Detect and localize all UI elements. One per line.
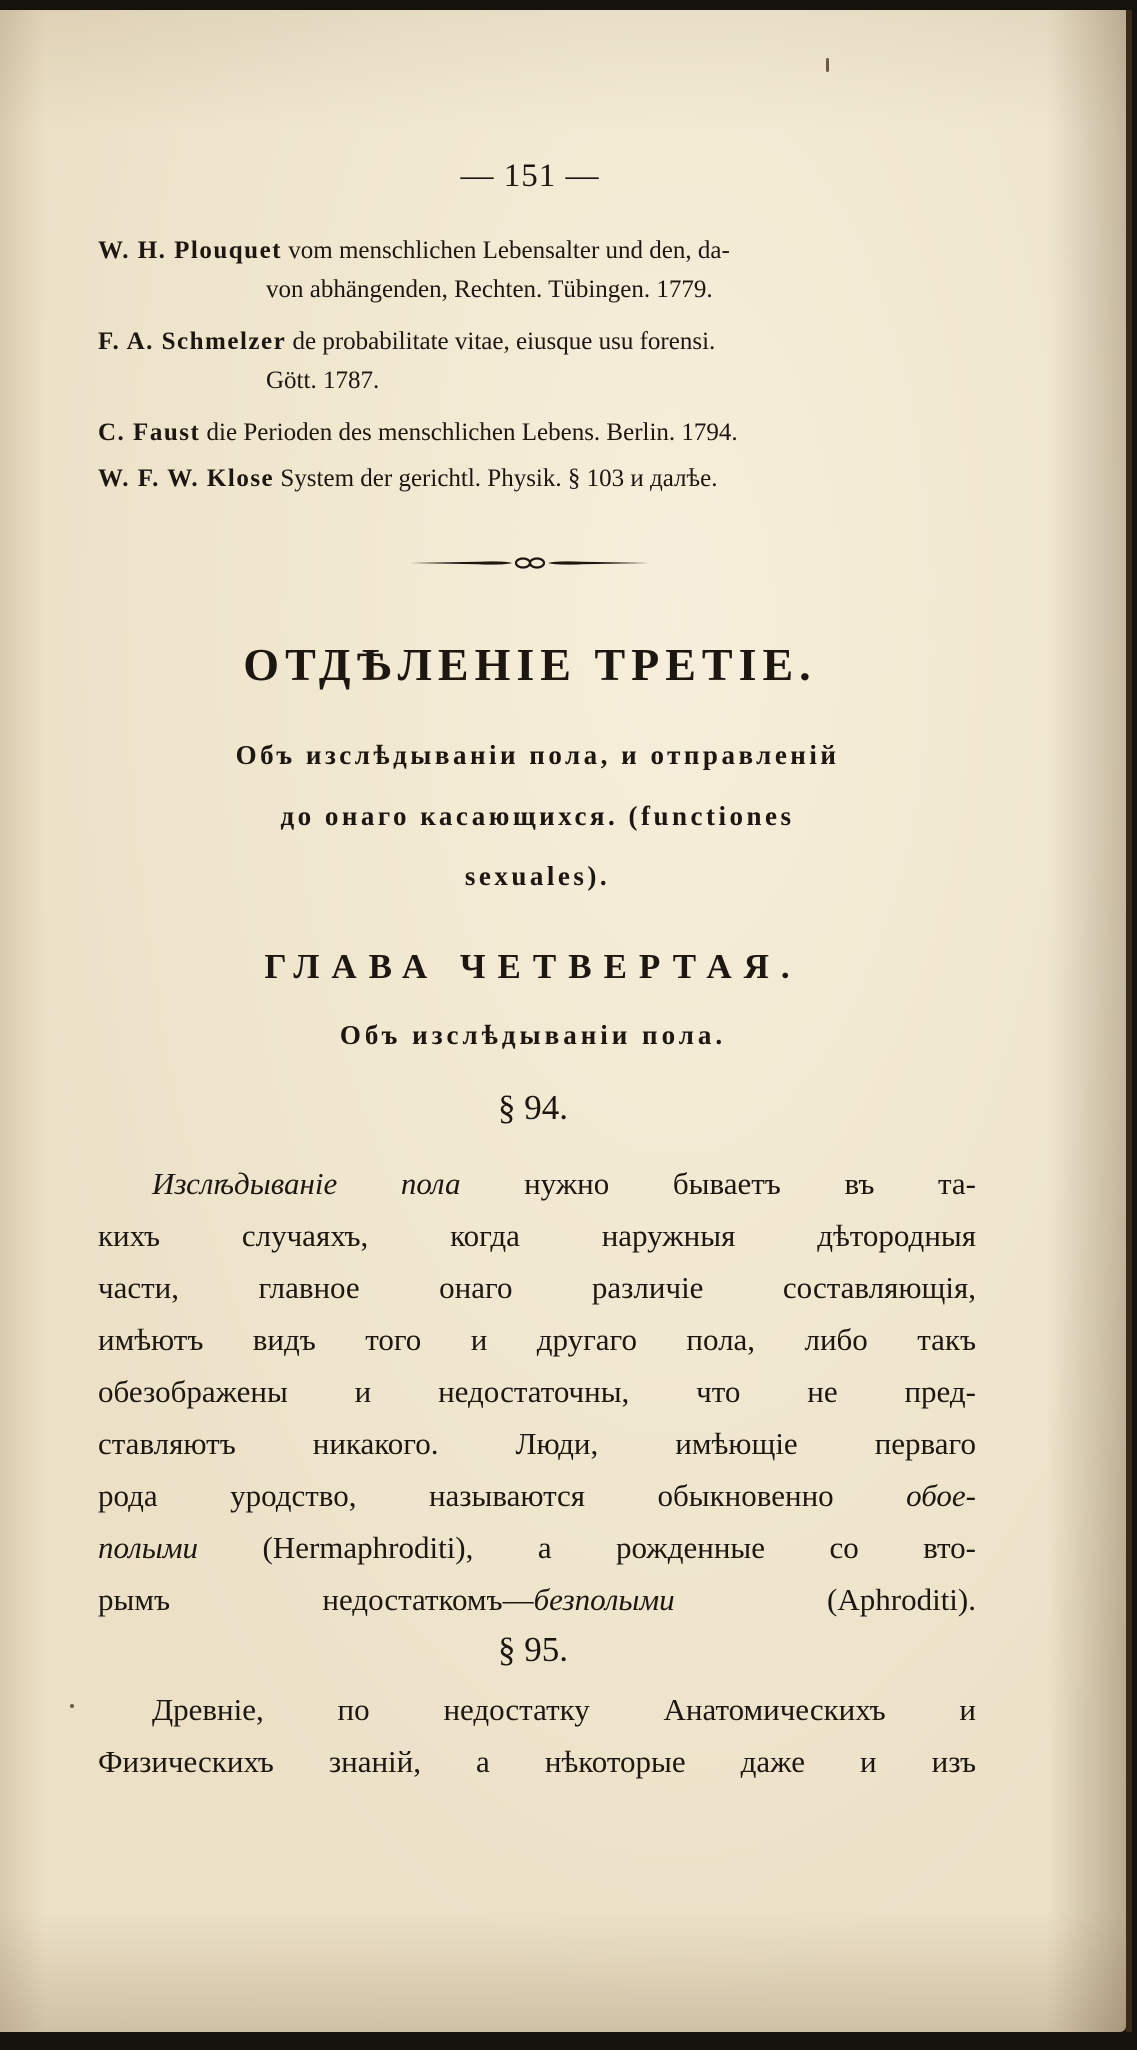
reference-text: de probabilitate vitae, eiusque usu forensi. [286, 328, 716, 355]
paragraph-94-line-3: части, главное онаго различіе составляющія, [98, 1270, 976, 1305]
emphasis-term: полыми [98, 1530, 199, 1565]
reference-2-continuation: Gött. 1787. [266, 367, 380, 394]
reference-text: die Perioden des menschlichen Lebens. Berlin. 1794. [200, 419, 738, 446]
paragraph-94-line-8 [98, 1522, 976, 1574]
page-number: — 151 — [460, 158, 600, 194]
line-text: (Aphroditi). [674, 1582, 976, 1617]
paragraph-mark-95: § 95. [498, 1630, 568, 1669]
paragraph-mark-94: § 94. [498, 1088, 568, 1127]
emphasis-term: обое- [906, 1478, 976, 1513]
book-page [0, 10, 1126, 2032]
section-subtitle-line-1: Объ изслѣдываніи пола, и отправленій [235, 740, 840, 770]
paragraph-94-line-6: ставляютъ никакого. Люди, имѣющіе перваго [98, 1426, 976, 1461]
ornament-divider [408, 555, 652, 571]
paragraph-94-line-9 [98, 1574, 976, 1626]
page-edge [1126, 10, 1132, 2032]
reference-author: F. A. Schmelzer [98, 328, 287, 355]
paragraph-94-line-1 [152, 1158, 976, 1210]
paragraph-95-line-1: Древніе, по недостатку Анатомическихъ и [152, 1692, 976, 1727]
line-text: (Hermaphroditi), а рожденные со вто- [198, 1530, 976, 1565]
reference-1-continuation: von abhängenden, Rechten. Tübingen. 1779. [266, 276, 713, 303]
emphasis-term: Изслѣдываніе пола [152, 1166, 461, 1201]
line-text: рода уродство, называются обыкновенно [98, 1478, 907, 1513]
line-text: нужно бываетъ въ та- [460, 1166, 976, 1201]
reference-text: System der gerichtl. Physik. § 103 и далѣе. [274, 465, 718, 492]
section-subtitle-line-2: до онаго касающихся. (functiones [280, 801, 795, 831]
paper-speck [70, 1704, 74, 1708]
reference-author: C. Faust [98, 419, 201, 446]
reference-1 [98, 236, 730, 266]
paragraph-94-line-7 [98, 1470, 976, 1522]
chapter-subtitle: Объ изслѣдываніи пола. [339, 1020, 727, 1050]
chapter-title: ГЛАВА ЧЕТВЕРТАЯ. [264, 947, 802, 986]
reference-4 [98, 464, 717, 494]
reference-author: W. H. Plouquet [98, 237, 283, 264]
emphasis-term: безполыми [533, 1582, 675, 1617]
section-subtitle-line-3: sexuales). [464, 861, 611, 891]
paragraph-95-line-2: Физическихъ знаній, а нѣкоторые даже и изъ [98, 1744, 976, 1779]
line-text: рымъ недостаткомъ— [98, 1582, 534, 1617]
reference-text: vom menschlichen Lebensalter und den, da- [282, 237, 730, 264]
paragraph-94-line-4: имѣютъ видъ того и другаго пола, либо такъ [98, 1322, 976, 1357]
reference-2 [98, 327, 715, 357]
reference-3 [98, 418, 738, 448]
paragraph-94-line-2: кихъ случаяхъ, когда наружныя дѣтородныя [98, 1218, 976, 1253]
paragraph-94-line-5: обезображены и недостаточны, что не пред- [98, 1374, 976, 1409]
section-title: ОТДѢЛЕНІЕ ТРЕТІЕ. [243, 639, 817, 690]
reference-author: W. F. W. Klose [98, 465, 275, 492]
paper-speck [826, 58, 829, 72]
